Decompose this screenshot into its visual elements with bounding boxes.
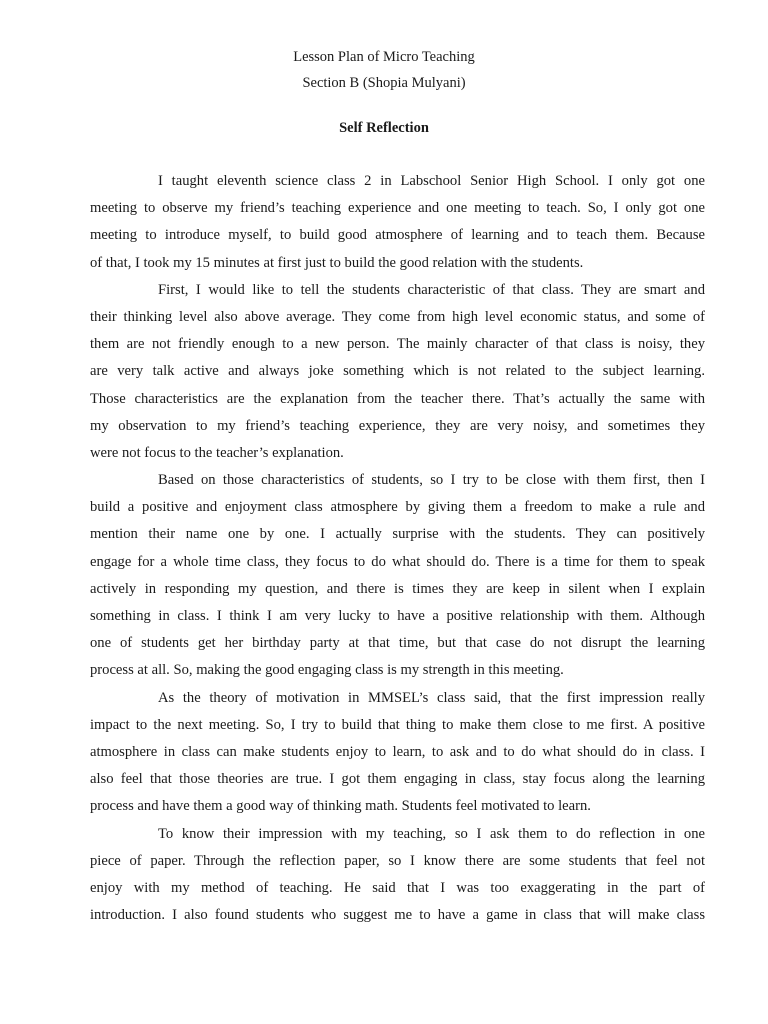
text-line: Those characteristics are the explanation from the teacher there. That’s actually the same with bbox=[90, 390, 705, 407]
text-line: them are not friendly enough to a new person. The mainly character of that class is noisy, they bbox=[90, 336, 705, 353]
text-line: First, I would like to tell the students characteristic of that class. They are smart and bbox=[158, 281, 705, 298]
paragraph bbox=[90, 168, 705, 277]
text-line: atmosphere in class can make students enjoy to learn, to ask and to do what should do in class. I bbox=[90, 743, 705, 760]
text-line: build a positive and enjoyment class atmosphere by giving them a freedom to make a rule and bbox=[90, 499, 705, 516]
paragraph bbox=[90, 821, 705, 930]
text-line: As the theory of motivation in MMSEL’s class said, that the first impression really bbox=[158, 689, 705, 706]
text-line: were not focus to the teacher’s explanation. bbox=[90, 444, 344, 461]
text-line: my observation to my friend’s teaching experience, they are very noisy, and sometimes they bbox=[90, 417, 705, 434]
text-line: To know their impression with my teaching, so I ask them to do reflection in one bbox=[158, 825, 705, 842]
text-line: meeting to observe my friend’s teaching experience and one meeting to teach. So, I only got one bbox=[90, 200, 705, 217]
text-line: engage for a whole time class, they focus to do what should do. There is a time for them to speak bbox=[90, 553, 705, 570]
text-line: process and have them a good way of thinking math. Students feel motivated to learn. bbox=[90, 798, 591, 815]
text-line: also feel that those theories are true. I got them engaging in class, stay focus along the learning bbox=[90, 771, 705, 788]
text-line: actively in responding my question, and there is times they are keep in silent when I explain bbox=[90, 580, 705, 597]
text-line: something in class. I think I am very lucky to have a positive relationship with them. Although bbox=[90, 608, 705, 624]
text-line: meeting to introduce myself, to build good atmosphere of learning and to teach them. Because bbox=[90, 227, 705, 244]
text-line: introduction. I also found students who suggest me to have a game in class that will make class bbox=[90, 907, 705, 924]
document-title: Self Reflection bbox=[339, 120, 429, 136]
document-body bbox=[90, 168, 705, 929]
text-line: impact to the next meeting. So, I try to build that thing to make them close to me first. A positive bbox=[90, 716, 705, 733]
text-line: process at all. So, making the good engaging class is my strength in this meeting. bbox=[90, 662, 564, 679]
text-line: their thinking level also above average. They come from high level economic status, and some of bbox=[90, 308, 705, 325]
text-line: are very talk active and always joke something which is not related to the subject learning. bbox=[90, 363, 705, 380]
text-line: I taught eleventh science class 2 in Labschool Senior High School. I only got one bbox=[158, 173, 705, 189]
text-line: enjoy with my method of teaching. He said that I was too exaggerating in the part of bbox=[90, 879, 705, 896]
text-line: of that, I took my 15 minutes at first just to build the good relation with the students. bbox=[90, 254, 584, 271]
text-line: mention their name one by one. I actually surprise with the students. They can positively bbox=[90, 526, 705, 543]
paragraph bbox=[90, 277, 705, 467]
paragraph bbox=[90, 685, 705, 821]
text-line: one of students get her birthday party at that time, but that case do not disrupt the learning bbox=[90, 635, 705, 652]
text-line: piece of paper. Through the reflection paper, so I know there are some students that feel not bbox=[90, 852, 705, 869]
text-line: Based on those characteristics of students, so I try to be close with them first, then I bbox=[158, 472, 705, 489]
document-header-line-2: Section B (Shopia Mulyani) bbox=[302, 75, 466, 91]
document-header-line-1: Lesson Plan of Micro Teaching bbox=[293, 49, 475, 65]
paragraph bbox=[90, 467, 705, 685]
